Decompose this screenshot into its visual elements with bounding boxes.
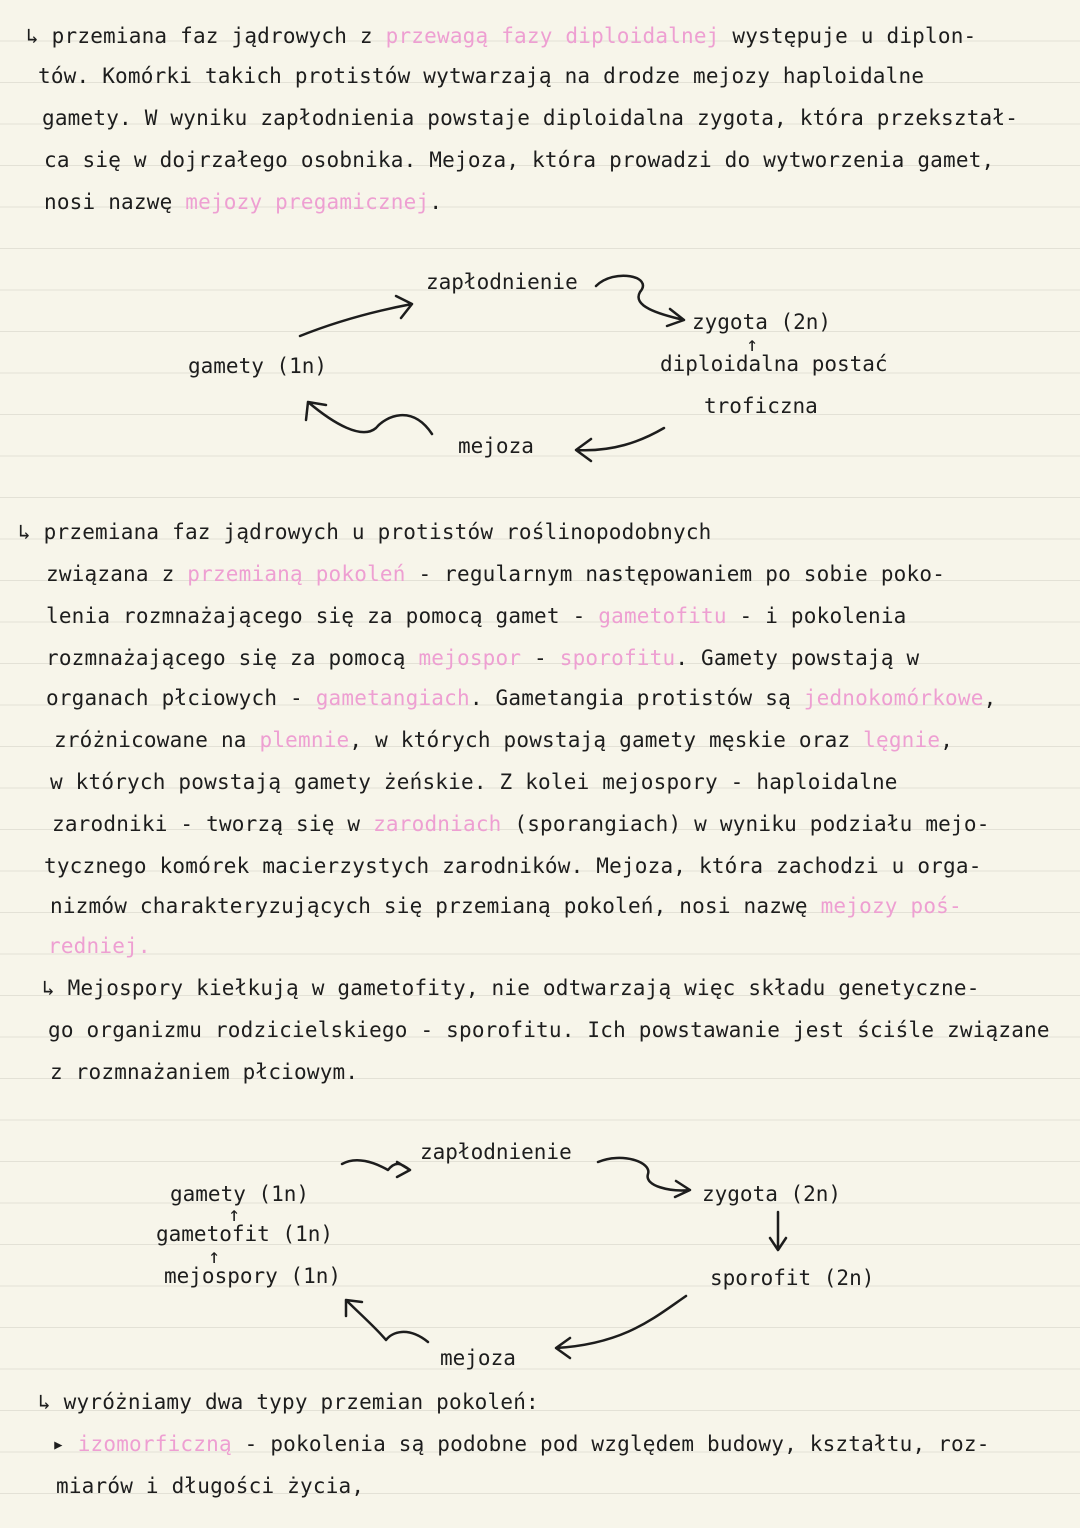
arrow-gametes-to-fertilization [342, 1160, 410, 1177]
text: . [137, 934, 151, 958]
text: występuje u diplon- [719, 24, 977, 48]
highlighted-term: przemianą pokoleń [187, 562, 406, 586]
highlighted-term: izomorficzną [77, 1432, 232, 1456]
text-line: miarów i długości życia, [56, 1474, 365, 1498]
label-meiosis: mejoza [440, 1346, 516, 1370]
up-arrow-icon: ↑ [208, 1244, 221, 1268]
arrow-zygote-to-sporophyte [770, 1212, 786, 1250]
text: nosi nazwę [44, 190, 186, 214]
label-meiosis: mejoza [458, 434, 534, 458]
text: ↳ przemiana faz jądrowych z [26, 24, 386, 48]
label-sporophyte: sporofit (2n) [710, 1266, 875, 1290]
text: - i pokolenia [726, 604, 907, 628]
text-line: go organizmu rodzicielskiego - sporofitu. Ich powstawanie jest ściśle związane [48, 1018, 1050, 1042]
text-line: tów. Komórki takich protistów wytwarzają na drodze mejozy haploidalne [38, 64, 925, 88]
label-trophic: troficzna [704, 394, 818, 418]
text: związana z [46, 562, 188, 586]
text-line: ↳ wyróżniamy dwa typy przemian pokoleń: [38, 1390, 539, 1414]
highlighted-term: mejozy pregamicznej [185, 190, 430, 214]
text: . Gametangia protistów są [469, 686, 804, 710]
up-arrow-icon: ↑ [228, 1202, 241, 1226]
highlighted-term: zarodniach [373, 812, 502, 836]
text: , [983, 686, 997, 710]
label-zygote: zygota (2n) [692, 310, 832, 334]
highlighted-term: jednokomórkowe [803, 686, 984, 710]
label-fertilization: zapłodnienie [426, 270, 578, 294]
text: , w których powstają gamety męskie oraz [349, 728, 864, 752]
text-line: w których powstają gamety żeńskie. Z kolei mejospory - haploidalne [50, 770, 898, 794]
text: organach płciowych - [46, 686, 316, 710]
text-line: ca się w dojrzałego osobnika. Mejoza, która prowadzi do wytworzenia gamet, [44, 148, 995, 172]
bullet-icon: ▸ [52, 1432, 78, 1456]
text: lenia rozmnażającego się za pomocą gamet - [46, 604, 599, 628]
label-fertilization: zapłodnienie [420, 1140, 572, 1164]
highlighted-term: gametangiach [315, 686, 470, 710]
highlighted-term: sporofitu [559, 646, 676, 670]
highlighted-term: mejospor [418, 646, 522, 670]
text: - pokolenia są podobne pod względem budowy, kształtu, roz- [231, 1432, 990, 1456]
text: , [940, 728, 954, 752]
text: . Gamety powstają w [675, 646, 920, 670]
text-line: z rozmnażaniem płciowym. [50, 1060, 359, 1084]
label-diploid-form: diploidalna postać [660, 352, 888, 376]
text: zróżnicowane na [54, 728, 260, 752]
arrow-sporophyte-to-meiosis [556, 1296, 686, 1358]
text: . [429, 190, 443, 214]
text-line [52, 1430, 990, 1458]
highlighted-term: redniej [48, 934, 138, 958]
highlighted-term: plemnie [259, 728, 350, 752]
highlighted-term: gametofitu [598, 604, 727, 628]
highlighted-term: przewagą fazy diploidalnej [385, 24, 720, 48]
text: - regularnym następowaniem po sobie poko- [405, 562, 946, 586]
text: rozmnażającego się za pomocą [46, 646, 419, 670]
label-gametes: gamety (1n) [188, 354, 328, 378]
text: (sporangiach) w wyniku podziału mejo- [501, 812, 990, 836]
up-arrow-icon: ↑ [746, 332, 759, 356]
text: nizmów charakteryzujących się przemianą pokoleń, nosi nazwę [50, 894, 821, 918]
text-line: ↳ Mejospory kiełkują w gametofity, nie odtwarzają więc składu genetyczne- [42, 976, 980, 1000]
label-zygote: zygota (2n) [702, 1182, 842, 1206]
label-meiospores: mejospory (1n) [164, 1264, 342, 1288]
text: - [521, 646, 560, 670]
highlighted-term: lęgnie [863, 728, 941, 752]
text-line: ↳ przemiana faz jądrowych u protistów roślinopodobnych [18, 520, 712, 544]
text: zarodniki - tworzą się w [52, 812, 374, 836]
label-gametophyte: gametofit (1n) [156, 1222, 334, 1246]
text-line: tycznego komórek macierzystych zarodników. Mejoza, która zachodzi u orga- [44, 854, 982, 878]
arrow-fertilization-to-zygote [598, 1158, 690, 1197]
text-line: gamety. W wyniku zapłodnienia powstaje diploidalna zygota, która przekształ- [42, 106, 1019, 130]
label-gametes: gamety (1n) [170, 1182, 310, 1206]
arrow-meiosis-to-meiospores [346, 1300, 428, 1342]
highlighted-term: mejozy poś- [820, 894, 962, 918]
